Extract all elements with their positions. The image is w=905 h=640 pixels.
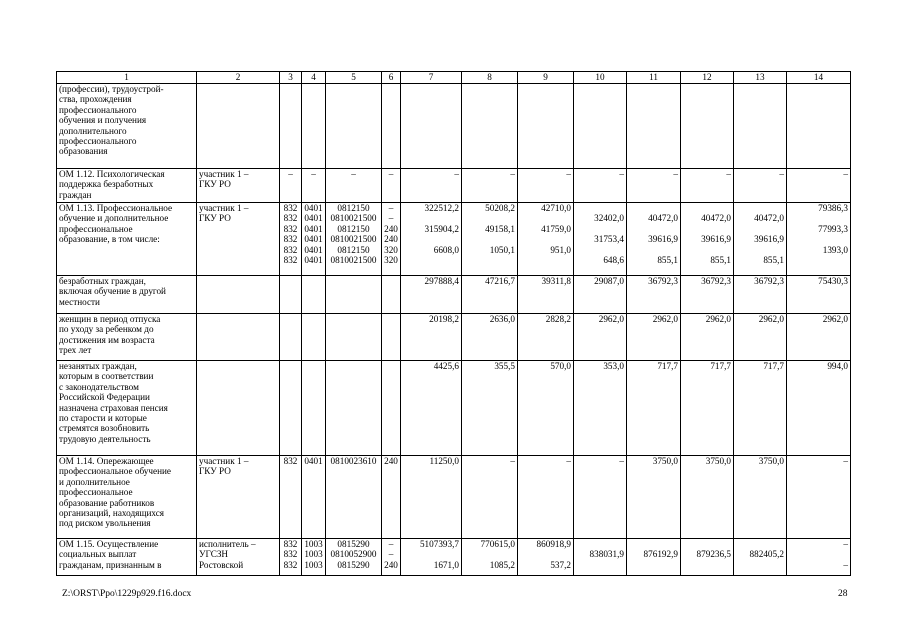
value-cell: 832 832 832	[280, 539, 302, 576]
value-cell: 75430,3	[787, 276, 851, 314]
value-cell: 1003 1003 1003	[302, 539, 326, 576]
value-cell: – – 240	[382, 539, 401, 576]
header-cell: 9	[518, 72, 574, 84]
value-cell: 876192,9	[627, 539, 681, 576]
header-row	[57, 72, 851, 84]
value-cell	[280, 314, 302, 361]
executor-cell: исполнитель – УГСЗН Ростовской	[197, 539, 280, 576]
value-cell	[302, 361, 326, 456]
value-cell	[280, 84, 302, 169]
value-cell: 36792,3	[681, 276, 734, 314]
value-cell: 3750,0	[734, 456, 787, 539]
budget-table	[56, 71, 851, 576]
page-number: 28	[838, 589, 848, 599]
value-cell	[326, 361, 382, 456]
value-cell: – – 240 240 320 320	[382, 203, 401, 276]
table-row	[57, 84, 851, 169]
header-cell: 4	[302, 72, 326, 84]
value-cell: –	[681, 169, 734, 203]
executor-cell	[197, 361, 280, 456]
value-cell: –	[734, 169, 787, 203]
header-cell: 11	[627, 72, 681, 84]
header-cell: 13	[734, 72, 787, 84]
row-label-cell: женщин в период отпуска по уходу за ребенком до достижения им возраста трех лет	[57, 314, 197, 361]
value-cell	[574, 84, 627, 169]
value-cell: 2962,0	[787, 314, 851, 361]
value-cell: 879236,5	[681, 539, 734, 576]
value-cell: 2828,2	[518, 314, 574, 361]
table-row	[57, 314, 851, 361]
value-cell: 2962,0	[734, 314, 787, 361]
value-cell	[627, 84, 681, 169]
value-cell	[302, 276, 326, 314]
value-cell: –	[462, 456, 518, 539]
executor-cell: участник 1 – ГКУ РО	[197, 456, 280, 539]
table-row	[57, 276, 851, 314]
value-cell: 717,7	[734, 361, 787, 456]
value-cell: –	[280, 169, 302, 203]
value-cell: 2962,0	[627, 314, 681, 361]
value-cell	[280, 276, 302, 314]
header-cell: 2	[197, 72, 280, 84]
value-cell: 832 832 832 832 832 832	[280, 203, 302, 276]
executor-cell	[197, 84, 280, 169]
value-cell: –	[401, 169, 462, 203]
value-cell: 882405,2	[734, 539, 787, 576]
value-cell: 717,7	[627, 361, 681, 456]
value-cell: 36792,3	[627, 276, 681, 314]
table-row	[57, 456, 851, 539]
value-cell: 355,5	[462, 361, 518, 456]
value-cell	[326, 84, 382, 169]
value-cell	[280, 361, 302, 456]
file-path: Z:\ORST\Ppo\1229p929.f16.docx	[62, 589, 192, 599]
value-cell: 832	[280, 456, 302, 539]
value-cell	[734, 84, 787, 169]
value-cell: 29087,0	[574, 276, 627, 314]
executor-cell	[197, 314, 280, 361]
header-cell: 14	[787, 72, 851, 84]
value-cell: 0401 0401 0401 0401 0401 0401	[302, 203, 326, 276]
value-cell: 3750,0	[681, 456, 734, 539]
header-cell: 5	[326, 72, 382, 84]
value-cell: –	[627, 169, 681, 203]
value-cell: –	[382, 169, 401, 203]
value-cell: 717,7	[681, 361, 734, 456]
value-cell: –	[302, 169, 326, 203]
value-cell: 860918,9 537,2	[518, 539, 574, 576]
value-cell: 3750,0	[627, 456, 681, 539]
value-cell: 322512,2 315904,2 6608,0	[401, 203, 462, 276]
value-cell: –	[574, 169, 627, 203]
header-cell: 10	[574, 72, 627, 84]
header-cell: 3	[280, 72, 302, 84]
row-label-cell: (профессии), трудоустрой- ства, прохождения профессионального обучения и получения дополнительного профессионального образования	[57, 84, 197, 169]
value-cell: 0401	[302, 456, 326, 539]
value-cell: – –	[787, 539, 851, 576]
value-cell	[302, 84, 326, 169]
value-cell: 79386,3 77993,3 1393,0	[787, 203, 851, 276]
value-cell: 2636,0	[462, 314, 518, 361]
row-label-cell: ОМ 1.13. Профессиональное обучение и дополнительное профессиональное образование, в том числе:	[57, 203, 197, 276]
value-cell: –	[574, 456, 627, 539]
value-cell	[382, 84, 401, 169]
value-cell: 39311,8	[518, 276, 574, 314]
value-cell: 297888,4	[401, 276, 462, 314]
value-cell: –	[787, 456, 851, 539]
value-cell: –	[518, 169, 574, 203]
table-row	[57, 203, 851, 276]
value-cell: 40472,0 39616,9 855,1	[627, 203, 681, 276]
value-cell: 5107393,7 1671,0	[401, 539, 462, 576]
value-cell	[787, 84, 851, 169]
value-cell: 40472,0 39616,9 855,1	[681, 203, 734, 276]
value-cell: 40472,0 39616,9 855,1	[734, 203, 787, 276]
header-cell: 12	[681, 72, 734, 84]
value-cell: 2962,0	[681, 314, 734, 361]
value-cell	[681, 84, 734, 169]
value-cell: 994,0	[787, 361, 851, 456]
value-cell	[382, 361, 401, 456]
value-cell: –	[462, 169, 518, 203]
table-row	[57, 539, 851, 576]
header-cell: 7	[401, 72, 462, 84]
value-cell	[462, 84, 518, 169]
header-cell: 6	[382, 72, 401, 84]
value-cell: 770615,0 1085,2	[462, 539, 518, 576]
value-cell	[326, 276, 382, 314]
row-label-cell: незанятых граждан, которым в соответствии с законодательством Российской Федерации назначена страховая пенсия по старости и которые стремятся возобновить трудовую деятельность	[57, 361, 197, 456]
executor-cell: участник 1 – ГКУ РО	[197, 169, 280, 203]
executor-cell	[197, 276, 280, 314]
value-cell: 36792,3	[734, 276, 787, 314]
value-cell: 2962,0	[574, 314, 627, 361]
value-cell: –	[326, 169, 382, 203]
value-cell: 0810023610	[326, 456, 382, 539]
value-cell: 47216,7	[462, 276, 518, 314]
value-cell	[401, 84, 462, 169]
value-cell: 0812150 0810021500 0812150 0810021500 0812150 0810021500	[326, 203, 382, 276]
value-cell: 32402,0 31753,4 648,6	[574, 203, 627, 276]
value-cell: 240	[382, 456, 401, 539]
table-row	[57, 169, 851, 203]
value-cell: 42710,0 41759,0 951,0	[518, 203, 574, 276]
row-label-cell: ОМ 1.15. Осуществление социальных выплат гражданам, признанным в	[57, 539, 197, 576]
value-cell: 50208,2 49158,1 1050,1	[462, 203, 518, 276]
value-cell: 0815290 0810052900 0815290	[326, 539, 382, 576]
value-cell: 4425,6	[401, 361, 462, 456]
executor-cell: участник 1 – ГКУ РО	[197, 203, 280, 276]
row-label-cell: ОМ 1.14. Опережающее профессиональное обучение и дополнительное профессиональное образование работников организаций, находящихся под риском увольнения	[57, 456, 197, 539]
header-cell: 8	[462, 72, 518, 84]
value-cell: 570,0	[518, 361, 574, 456]
row-label-cell: безработных граждан, включая обучение в другой местности	[57, 276, 197, 314]
value-cell: 11250,0	[401, 456, 462, 539]
value-cell	[518, 84, 574, 169]
value-cell: 20198,2	[401, 314, 462, 361]
header-cell: 1	[57, 72, 197, 84]
value-cell	[302, 314, 326, 361]
value-cell: 838031,9	[574, 539, 627, 576]
value-cell: –	[518, 456, 574, 539]
value-cell	[326, 314, 382, 361]
value-cell: 353,0	[574, 361, 627, 456]
value-cell: –	[787, 169, 851, 203]
row-label-cell: ОМ 1.12. Психологическая поддержка безработных граждан	[57, 169, 197, 203]
value-cell	[382, 314, 401, 361]
table-row	[57, 361, 851, 456]
value-cell	[382, 276, 401, 314]
